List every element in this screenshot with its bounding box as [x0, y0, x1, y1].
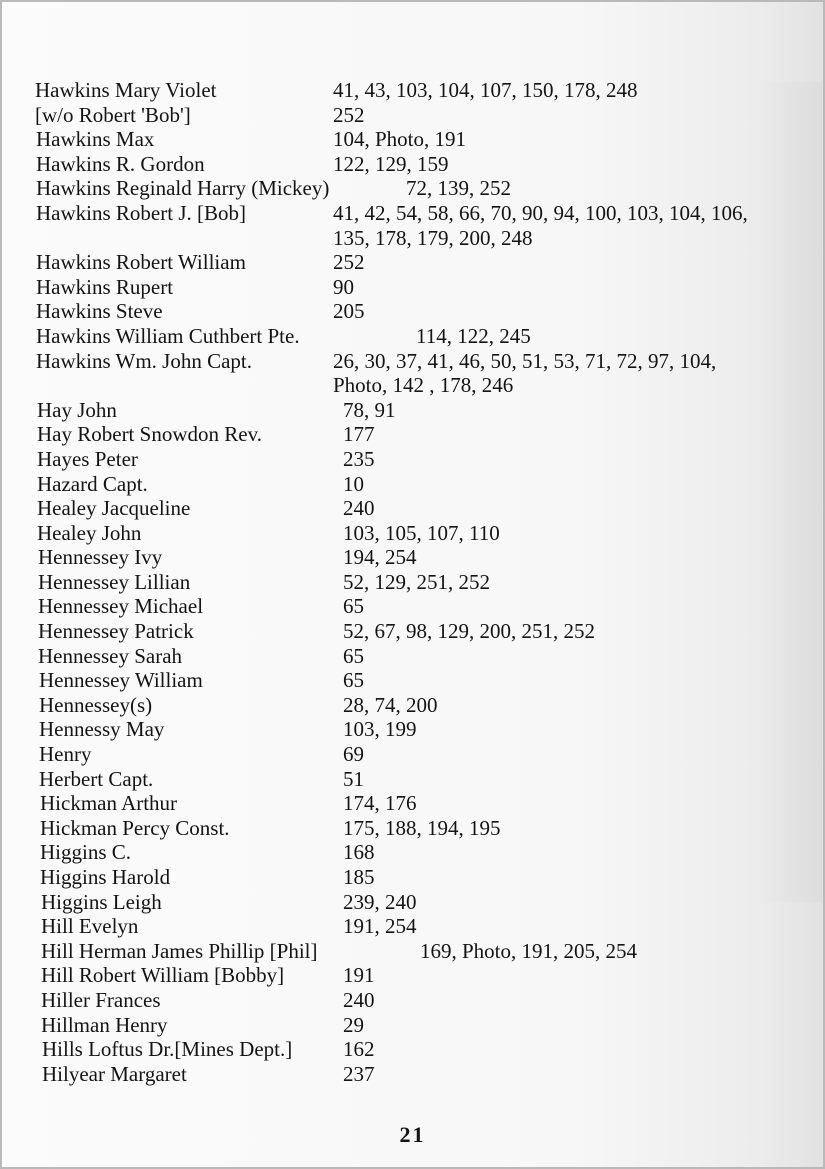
entry-pages: 51 — [343, 766, 364, 791]
index-entry — [2, 767, 823, 792]
entry-pages: 103, 199 — [343, 717, 417, 742]
index-entry — [2, 103, 823, 128]
entry-pages: 235 — [343, 446, 375, 471]
index-entry — [2, 545, 823, 570]
entry-name: Healey Jacqueline — [37, 496, 191, 521]
entry-name: Hill Evelyn — [41, 914, 139, 939]
entry-pages: 237 — [343, 1061, 375, 1086]
entry-pages: 169, Photo, 191, 205, 254 — [420, 938, 638, 963]
entry-pages: 41, 42, 54, 58, 66, 70, 90, 94, 100, 103, 104, 106, 135, 178, 179, 200, 248 — [333, 200, 748, 250]
entry-name: Henry — [39, 742, 92, 767]
entry-name: Hennessy May — [39, 717, 165, 742]
index-entry — [2, 250, 823, 275]
entry-name: Hennessey Sarah — [38, 643, 183, 668]
entry-pages: 72, 139, 252 — [406, 176, 511, 201]
entry-name: Hawkins Reginald Harry (Mickey) — [36, 176, 330, 201]
entry-name: Hawkins Mary Violet — [35, 78, 217, 102]
index-entry — [2, 890, 823, 915]
entry-pages: 65 — [343, 668, 364, 693]
entry-name: Hennessey Lillian — [38, 569, 191, 594]
entry-name: [w/o Robert 'Bob'] — [35, 102, 191, 127]
index-entry — [2, 717, 823, 742]
entry-pages: 69 — [343, 742, 364, 767]
index-entry — [2, 201, 823, 250]
entry-pages: 104, Photo, 191 — [333, 127, 467, 152]
entry-name: Hazard Capt. — [37, 471, 148, 496]
index-entry — [2, 1013, 823, 1038]
entry-name: Hawkins Wm. John Capt. — [36, 348, 253, 373]
entry-pages: 252 — [333, 250, 365, 275]
index-entry — [2, 78, 823, 103]
entry-pages: 65 — [343, 643, 364, 668]
index-entry — [2, 1062, 823, 1087]
entry-pages: 10 — [343, 471, 364, 496]
entry-pages: 175, 188, 194, 195 — [343, 815, 501, 840]
index-entry — [2, 619, 823, 644]
index-entry — [2, 963, 823, 988]
entry-name: Healey John — [37, 520, 142, 545]
entry-name: Hiller Frances — [41, 987, 161, 1012]
index-entry — [2, 152, 823, 177]
index-entry — [2, 521, 823, 546]
index-entry — [2, 840, 823, 865]
index-entry — [2, 570, 823, 595]
index-entry — [2, 594, 823, 619]
entry-pages: 114, 122, 245 — [416, 323, 531, 348]
entry-name: Higgins Harold — [40, 865, 171, 889]
entry-name: Hawkins Robert William — [36, 250, 246, 275]
index-entry — [2, 398, 823, 423]
entry-pages: 28, 74, 200 — [343, 692, 438, 717]
index-entry — [2, 914, 823, 939]
index-entry — [2, 447, 823, 472]
entry-name: Hawkins Rupert — [36, 274, 174, 299]
entry-name: Hill Robert William [Bobby] — [41, 963, 285, 988]
entry-name: Higgins C. — [40, 840, 132, 865]
entry-pages: 194, 254 — [343, 545, 417, 570]
index-entry — [2, 299, 823, 324]
index-entry — [2, 791, 823, 816]
index-entry — [2, 176, 823, 201]
entry-name: Hawkins R. Gordon — [36, 151, 205, 176]
entry-pages: 162 — [343, 1037, 375, 1062]
index-entry — [2, 816, 823, 841]
entry-name: Hickman Percy Const. — [40, 815, 230, 840]
entry-pages: 240 — [343, 987, 375, 1012]
index-entry — [2, 349, 823, 398]
entry-name: Hennessey Michael — [38, 594, 204, 619]
index-entry — [2, 422, 823, 447]
entry-name: Hills Loftus Dr.[Mines Dept.] — [42, 1037, 293, 1062]
entry-pages: 65 — [343, 594, 364, 619]
entry-name: Hawkins Robert J. [Bob] — [36, 200, 246, 225]
index-entries — [2, 78, 823, 1086]
entry-name: Hennessey William — [39, 668, 203, 693]
index-entry — [2, 127, 823, 152]
entry-pages: 174, 176 — [343, 791, 417, 816]
entry-name: Hay John — [37, 397, 117, 422]
index-entry — [2, 275, 823, 300]
entry-name: Hawkins Max — [36, 127, 155, 152]
index-entry — [2, 496, 823, 521]
entry-name: Hennessey Patrick — [38, 619, 194, 644]
entry-pages: 52, 67, 98, 129, 200, 251, 252 — [343, 619, 595, 644]
index-entry — [2, 693, 823, 718]
index-entry — [2, 988, 823, 1013]
entry-pages: 122, 129, 159 — [333, 151, 449, 176]
entry-name: Hennessey Ivy — [38, 545, 163, 570]
entry-name: Herbert Capt. — [39, 766, 154, 791]
index-entry — [2, 644, 823, 669]
entry-name: Hillman Henry — [41, 1012, 168, 1037]
entry-name: Hickman Arthur — [40, 791, 178, 816]
entry-pages: 191, 254 — [343, 914, 417, 939]
entry-pages: 185 — [343, 865, 375, 889]
entry-name: Hilyear Margaret — [42, 1061, 187, 1086]
index-entry — [2, 668, 823, 693]
index-entry — [2, 472, 823, 497]
entry-pages: 29 — [343, 1012, 364, 1037]
entry-pages: 26, 30, 37, 41, 46, 50, 51, 53, 71, 72, 97, 104, Photo, 142 , 178, 246 — [333, 348, 717, 398]
page-number: 21 — [399, 1122, 426, 1147]
entry-pages: 205 — [333, 299, 365, 324]
entry-name: Higgins Leigh — [41, 889, 162, 914]
entry-name: Hill Herman James Phillip [Phil] — [41, 938, 318, 963]
index-entry — [2, 865, 823, 890]
entry-name: Hawkins Steve — [36, 299, 163, 324]
entry-name: Hawkins William Cuthbert Pte. — [36, 323, 300, 348]
entry-pages: 52, 129, 251, 252 — [343, 569, 490, 594]
entry-pages: 191 — [343, 963, 375, 988]
entry-pages: 240 — [343, 496, 375, 521]
entry-pages: 90 — [333, 274, 354, 299]
index-entry — [2, 1037, 823, 1062]
entry-pages: 177 — [343, 422, 375, 447]
entry-pages: 103, 105, 107, 110 — [343, 520, 500, 545]
entry-pages: 78, 91 — [343, 397, 396, 422]
entry-name: Hay Robert Snowdon Rev. — [37, 422, 262, 447]
entry-pages: 239, 240 — [343, 889, 417, 914]
entry-pages: 41, 43, 103, 104, 107, 150, 178, 248 — [333, 78, 638, 102]
entry-name: Hennessey(s) — [39, 692, 153, 717]
entry-pages: 168 — [343, 840, 375, 865]
entry-name: Hayes Peter — [37, 446, 138, 471]
entry-pages: 252 — [333, 102, 365, 127]
index-entry — [2, 939, 823, 964]
index-entry — [2, 742, 823, 767]
index-entry — [2, 324, 823, 349]
